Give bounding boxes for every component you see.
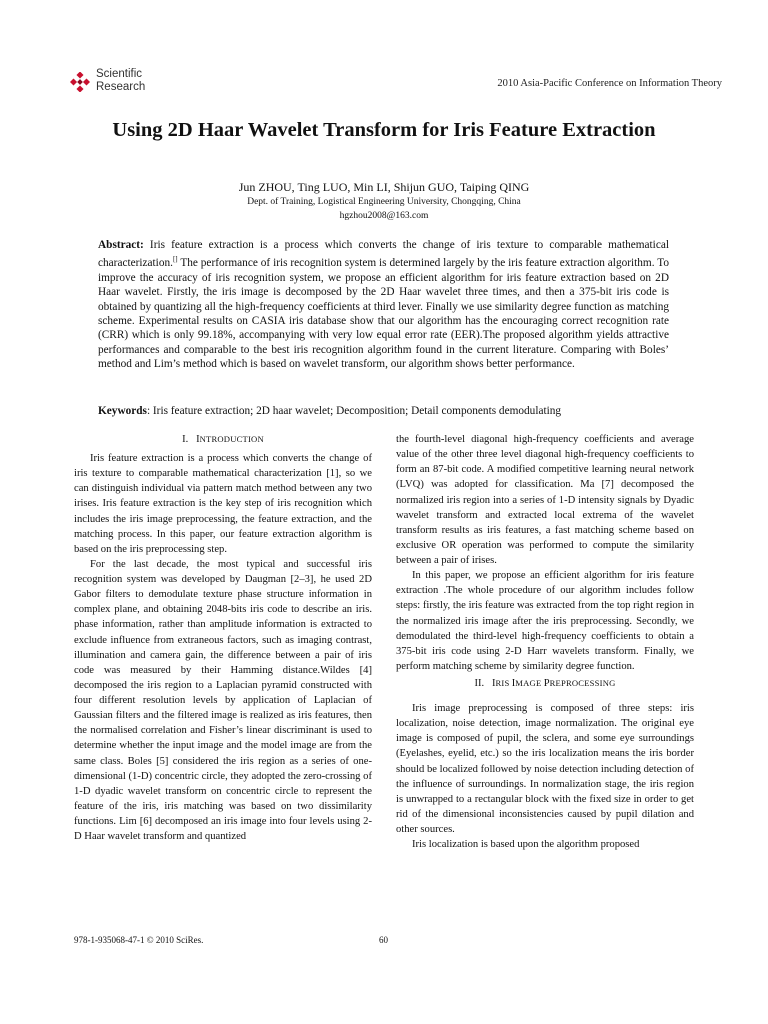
- keywords: [98, 405, 669, 417]
- section-heading-introduction: [74, 432, 372, 447]
- section-title-rest: MAGE: [515, 678, 544, 688]
- section-title-initial: I: [491, 678, 496, 689]
- publisher-line-1: Scientific: [96, 68, 143, 80]
- paragraph: Iris feature extraction is a process which converts the change of iris texture to comparable mathematical characterization [1], so we can distinguish individual via pattern match method between any two irises. Iris feature extraction is the key step of iris recognition which includes the iris image preprocessing, the feature extraction, and the matching process. In this paper, our feature extraction algorithm is based on the iris preprocessing step.: [74, 453, 372, 555]
- publisher-logo: [70, 68, 170, 94]
- paragraph: For the last decade, the most typical and successful iris recognition system was developed by Daugman [2–3], he used 2D Gabor filters to demodulate texture phase structure information in complex plane, and obtaining 2048-bits iris code to describe an iris. phase information, rather than amplitude information is extracted to exclude influence from extraneous factors, such as imaging contrast, illumination and camera gain, the difference between a pair of iris code was measured by their Hamming distance.Wildes [4] decomposed the iris region to a Laplacian pyramid constructed with four different resolution levels by application of Laplacian of Gaussian filters and the filtered image is realized as iris features, then the normalised correlation and Fisher’s linear discriminant is used to determine whether the input image and the model image are from the same class. Boles [5] considered the iris region as a series of one-dimensional (1-D) concentric circle, they adopted the zero-crossing of 1-D dyadic wavelet transform on concentric circle to represent the feature of the iris, iris matching was based on two dissimilarity functions. Lim [6] decomposed an iris image into four levels using 2-D Haar wavelet transform and quantized: [74, 558, 372, 843]
- section-number: I.: [182, 434, 189, 445]
- abstract-text-2: The performance of iris recognition system is determined largely by the iris feature extraction algorithm. To improve the accuracy of iris recognition system, we propose an efficient algorithm for iris feature extraction based on 2D Haar wavelet. Firstly, the iris image is decomposed by the 2D Haar wavelet three times, and then a 375-bit iris code is obtained by quantizing all the high-frequency coefficients at third lever. Finally we use similarity degree function as matching scheme. Experimental results on CASIA iris database show that our algorithm has the encouraging correct recognition rate (CRR) which is only 99.18%, accompanying with very low equal error rate (EER).The proposed algorithm yields attractive performances and comparable to the best iris recognition algorithm found in the current literature. Comparing with Boles’ method and Lim’s method which is based on wavelet transform, our algorithm shows better performance.: [98, 257, 669, 371]
- right-column: [396, 432, 694, 852]
- section-heading-iris-image-preprocessing: [396, 676, 694, 691]
- affiliation: Dept. of Training, Logistical Engineering University, Chongqing, China: [247, 197, 521, 207]
- section-title-rest: NTRODUCTION: [199, 434, 264, 444]
- section-title-initial: I: [196, 434, 200, 445]
- author-email: hgzhou2008@163.com: [339, 211, 429, 221]
- section-title-initial: I: [511, 678, 516, 689]
- section-title-rest: REPROCESSING: [549, 678, 616, 688]
- left-column: [74, 432, 372, 844]
- paragraph: the fourth-level diagonal high-frequency coefficients and average value of the other three level diagonal high-frequency coefficients to form an 87-bit code. A modified competitive learning neural network (LVQ) was adopted for classification. Ma [7] decomposed the normalized iris region into a series of 1-D intensity signals by Dyadic wavelet transform and extracted local extrema of the wavelet transform results as iris features, a fast matching scheme based on exclusive OR operation was performed to compute the similarity between a pair of irises.: [396, 434, 694, 566]
- section-title-rest: RIS: [495, 678, 512, 688]
- paragraph: Iris image preprocessing is composed of three steps: iris localization, noise detection, image normalization. The original eye image is composed of pupil, the sclera, and some eye surroundings (Eyelashes, eyelid, etc.) so the iris localization means the iris border should be localized followed by noise detection including detection of the influence of surroundings. In normalization stage, the iris region is unwrapped to a rectangular block with the fixed size in order to get rid of the dimensional inconsistencies caused by pupil dilation and other sources.: [396, 703, 694, 835]
- publisher-line-2: Research: [96, 80, 146, 93]
- paper-title: Using 2D Haar Wavelet Transform for Iris Feature Extraction: [112, 119, 656, 141]
- abstract: [98, 238, 669, 372]
- page-number: 60: [379, 935, 388, 945]
- abstract-citation: []: [172, 255, 178, 264]
- paragraph: Iris localization is based upon the algorithm proposed: [412, 839, 640, 851]
- abstract-text-1: Iris feature extraction is a process which converts the change of iris texture to comparable mathematical characterization.: [98, 239, 669, 270]
- abstract-label: Abstract:: [98, 239, 144, 251]
- conference-name: 2010 Asia-Pacific Conference on Information Theory: [497, 78, 722, 89]
- section-title-initial: P: [543, 678, 550, 689]
- author-list: Jun ZHOU, Ting LUO, Min LI, Shijun GUO, Taiping QING: [238, 180, 530, 194]
- keywords-text: : Iris feature extraction; 2D haar wavelet; Decomposition; Detail components demodulating: [146, 405, 562, 417]
- keywords-label: Keywords: [98, 405, 147, 417]
- publisher-logo-icon: [70, 72, 90, 92]
- section-number: II.: [474, 678, 485, 689]
- footer-isbn: 978-1-935068-47-1 © 2010 SciRes.: [74, 935, 204, 945]
- publisher-name: [96, 68, 145, 93]
- paragraph: In this paper, we propose an efficient algorithm for iris feature extraction .The whole procedure of our algorithm includes follow steps: firstly, the iris feature was extracted from the top right region in the normalized iris image after the iris preprocessing. Secondly, we demodulated the third-level high-frequency coefficients to obtain a 375-bit iris code using 2-D Harr wavelets transform. Finally, we perform matching scheme by similarity degree function.: [396, 570, 694, 672]
